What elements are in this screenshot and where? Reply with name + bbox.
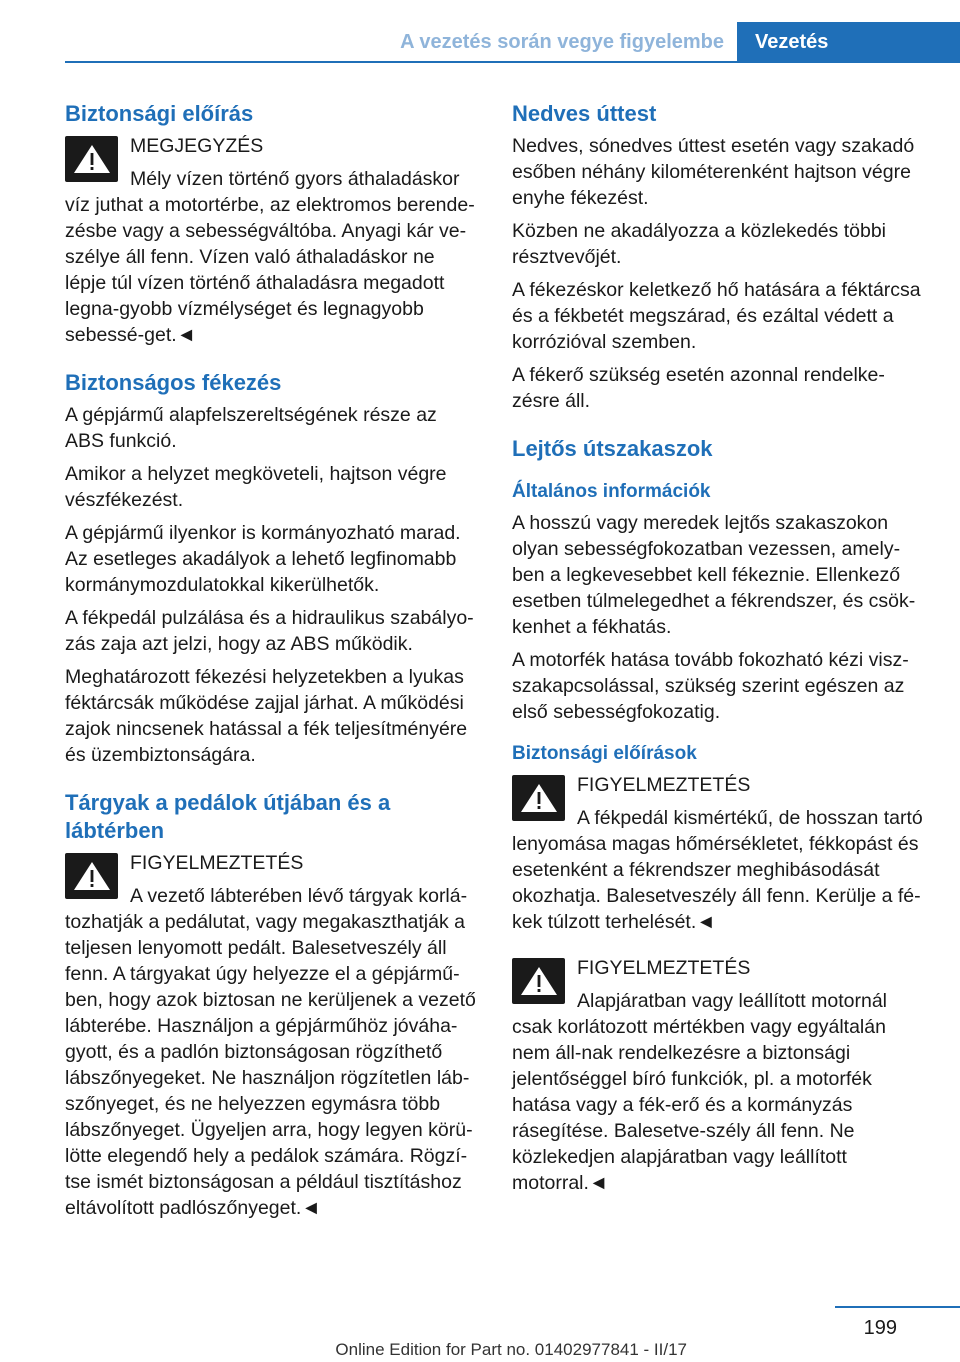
header-rule bbox=[65, 61, 960, 63]
footer-rule bbox=[835, 1306, 960, 1308]
warning-title: FIGYELMEZTETÉS bbox=[577, 774, 751, 796]
paragraph: A fékerő szükség esetén azonnal rendelke‐zésre áll. bbox=[512, 364, 885, 412]
right-column bbox=[512, 100, 928, 1203]
left-column bbox=[65, 100, 479, 1228]
warning-block bbox=[512, 955, 928, 1196]
section-title-wet-road: Nedves úttest bbox=[512, 101, 657, 126]
warning-triangle-icon bbox=[512, 775, 565, 821]
paragraph: A motorfék hatása tovább fokozható kézi visz‐szakapcsolással, szükség szerint egészen az első sebességfokozatig. bbox=[512, 649, 909, 723]
paragraph: A hosszú vagy meredek lejtős szakaszokon olyan sebességfokozatban vezessen, amely‐ben a legkevesebbet kell fékeznie. Ellenkező esetben túlmelegedhet a fékrendszer, és csök‐kenhet a fékhatás. bbox=[512, 512, 916, 638]
warning-text: A fékpedál kismértékű, de hosszan tartó lenyomása magas hőmérsékletet, fékkopást és esetenként a fékrendszer meghibásodását okozhatja. Balesetveszély áll fenn. Kerülje a fé‐kek túlzott terhelését.◄ bbox=[512, 807, 923, 933]
warning-triangle-icon bbox=[512, 958, 565, 1004]
paragraph: A gépjármű ilyenkor is kormányozható marad. Az esetleges akadályok a lehető legfinomabb kormánymozdulatokkal kikerülhetők. bbox=[65, 522, 461, 596]
page-number: 199 bbox=[863, 1317, 897, 1339]
warning-text: Alapjáratban vagy leállított motornál csak korlátozott mértékben vagy egyáltalán nem áll‐nak rendelkezésre a biztonsági jelentőséggel bíró funkciók, pl. a motorfék hatása vagy a fék‐erő és a kormányzás rásegítése. Balesetve‐szély áll fenn. Ne közlekedjen alapjáratban vagy leállított motorral.◄ bbox=[512, 990, 888, 1194]
warning-triangle-icon bbox=[65, 136, 118, 182]
chapter-tab bbox=[737, 22, 960, 62]
paragraph: A fékezéskor keletkező hő hatására a féktárcsa és a fékbetét megszárad, és ezáltal védett a korrózióval szemben. bbox=[512, 279, 921, 353]
edition-note: Online Edition for Part no. 01402977841 - II/17 bbox=[335, 1340, 687, 1359]
breadcrumb: A vezetés során vegye figyelembe bbox=[400, 31, 724, 53]
section-title-safe-braking: Biztonságos fékezés bbox=[65, 370, 282, 395]
paragraph: Amikor a helyzet megköveteli, hajtson végre vészfékezést. bbox=[65, 463, 447, 511]
section-title-objects-pedals: Tárgyak a pedálok útjában és a lábtérben bbox=[65, 790, 391, 843]
page-header bbox=[0, 0, 960, 62]
warning-triangle-icon bbox=[65, 853, 118, 899]
warning-title: FIGYELMEZTETÉS bbox=[130, 852, 304, 874]
section-title-slopes: Lejtős útszakaszok bbox=[512, 436, 713, 461]
subsection-title-general-info: Általános információk bbox=[512, 481, 711, 502]
notice-block bbox=[65, 133, 479, 348]
paragraph: A gépjármű alapfelszereltségének része az ABS funkció. bbox=[65, 404, 437, 452]
section-title-safety-rule: Biztonsági előírás bbox=[65, 101, 254, 126]
warning-title: FIGYELMEZTETÉS bbox=[577, 957, 751, 979]
warning-text: A vezető lábterében lévő tárgyak korlá‐tozhatják a pedálutat, vagy megakaszthatják a teljesen lenyomott pedált. Balesetveszély áll fenn. A tárgyakat úgy helyezze el a gépjármű‐ben, hogy azok biztosan ne kerüljenek a vezető lábterébe. Használjon a gépjárműhöz jóváha‐gyott, és a padlón biztonságosan rögzíthető lábszőnyegeket. Ne használjon rögzítetlen láb‐szőnyeget, és ne helyezzen egymásra több lábszőnyeget. Ügyeljen arra, hogy legyen körü‐lötte elegendő hely a pedálok számára. Rögzí‐tse ismét biztonságosan a például tisztításhoz eltávolított padlószőnyeget.◄ bbox=[65, 885, 476, 1219]
paragraph: Közben ne akadályozza a közlekedés többi résztvevőjét. bbox=[512, 220, 887, 268]
notice-title: MEGJEGYZÉS bbox=[130, 135, 264, 157]
notice-text: Mély vízen történő gyors áthaladáskor víz juthat a motortérbe, az elektromos berende‐zésbe vagy a sebességváltóba. Anyagi kár ve‐szélye áll fenn. Vízen való áthaladáskor ne lépje túl vízen történő áthaladásra megadott legna‐gyobb vízmélységet és legnagyobb sebessé‐get.◄ bbox=[65, 168, 475, 346]
paragraph: Nedves, sónedves úttest esetén vagy szakadó esőben néhány kilométerenként hajtson végre enyhe fékezést. bbox=[512, 135, 915, 209]
warning-block bbox=[65, 850, 479, 1221]
warning-block bbox=[512, 772, 928, 935]
subsection-title-safety-rules: Biztonsági előírások bbox=[512, 743, 697, 764]
paragraph: A fékpedál pulzálása és a hidraulikus szabályo‐zás zaja azt jelzi, hogy az ABS működik. bbox=[65, 607, 474, 655]
paragraph: Meghatározott fékezési helyzetekben a lyukas féktárcsák működése zajjal járhat. A működési zajok nincsenek hatással a fék teljesítményére és üzembiztonságára. bbox=[65, 666, 468, 766]
chapter-label: Vezetés bbox=[755, 31, 829, 53]
